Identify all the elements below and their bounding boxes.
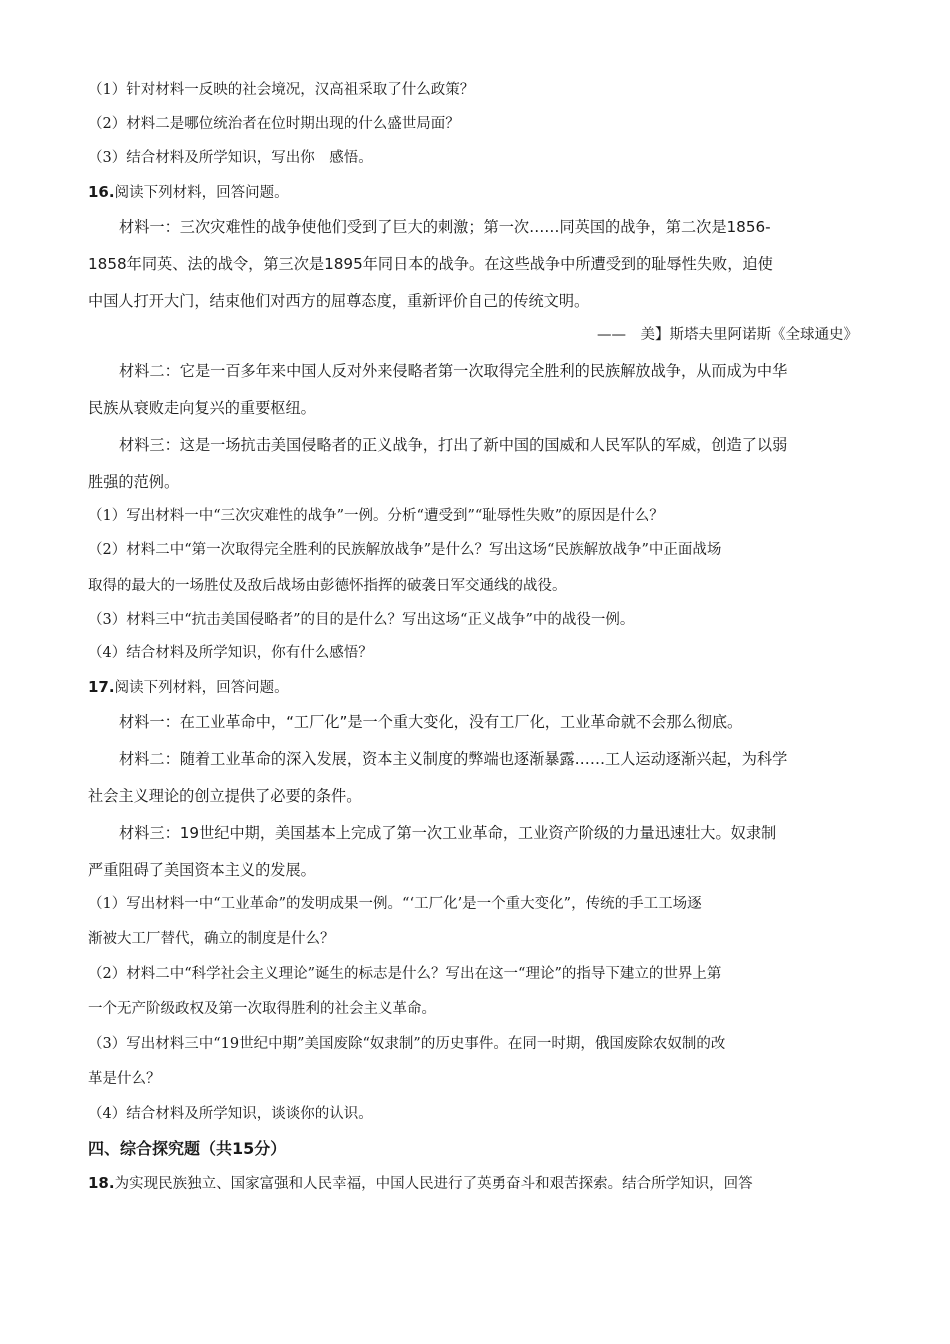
q16-stem: 阅读下列材料，回答问题。 [114,185,289,201]
q16-sub-2-line2: 取得的最大的一场胜仗及敌后战场由彭德怀指挥的破袭日军交通线的战役。 [88,578,567,594]
q17-m1-line1: 材料一：在工业革命中，“工厂化”是一个重大变化，没有工厂化，工业革命就不会那么彻底。 [119,713,743,731]
q16-sub-2-line1: （2）材料二中“第一次取得完全胜利的民族解放战争”是什么？写出这场“民族解放战争”中正面战场 [88,542,722,558]
q17-m2-line1: 材料二：随着工业革命的深入发展，资本主义制度的弊端也逐渐暴露……工人运动逐渐兴起，为科学 [119,750,788,768]
section-4-title: 四、综合探究题（共15分） [88,1139,287,1158]
q17-m2-line2: 社会主义理论的创立提供了必要的条件。 [88,787,362,805]
q17-sub-2-line2: 一个无产阶级政权及第一次取得胜利的社会主义革命。 [88,1001,436,1017]
q16-sub-1: （1）写出材料一中“三次灾难性的战争”一例。分析“遭受到”“耻辱性失败”的原因是什么？ [88,508,664,524]
q17-m3-line2: 严重阻碍了美国资本主义的发展。 [88,861,316,879]
q17-sub-2-line1: （2）材料二中“科学社会主义理论”诞生的标志是什么？写出在这一“理论”的指导下建立的世界上第 [88,966,722,982]
q16-m2-line2: 民族从衰败走向复兴的重要枢纽。 [88,399,316,417]
q17-sub-4: （4）结合材料及所学知识，谈谈你的认识。 [88,1106,373,1122]
q16-source: —— 美】斯塔夫里阿诺斯《全球通史》 [597,327,858,343]
q16-m2-line1: 材料二：它是一百多年来中国人反对外来侵略者第一次取得完全胜利的民族解放战争，从而成为中华 [119,362,788,380]
q18-number: 18. [88,1174,115,1192]
q18-stem: 为实现民族独立、国家富强和人民幸福，中国人民进行了英勇奋斗和艰苦探索。结合所学知识，回答 [114,1176,753,1192]
q17-sub-1-line2: 渐被大工厂替代，确立的制度是什么？ [88,931,335,947]
q16-sub-3: （3）材料三中“抗击美国侵略者”的目的是什么？写出这场“正义战争”中的战役一例。 [88,612,635,628]
q17-stem: 阅读下列材料，回答问题。 [114,680,289,696]
q16-m3-line1: 材料三：这是一场抗击美国侵略者的正义战争，打出了新中国的国威和人民军队的军威，创造了以弱 [119,436,788,454]
q16-number: 16. [88,183,115,201]
q18-header [88,1174,858,1193]
q17-m3-line1: 材料三：19世纪中期，美国基本上完成了第一次工业革命，工业资产阶级的力量迅速壮大。奴隶制 [119,824,777,842]
q15-sub-3: （3）结合材料及所学知识，写出你 感悟。 [88,150,373,166]
q17-sub-1-line1: （1）写出材料一中“工业革命”的发明成果一例。“‘工厂化’是一个重大变化”，传统的手工工场逐 [88,896,702,912]
q16-sub-4: （4）结合材料及所学知识，你有什么感悟？ [88,645,373,661]
q16-m1-line1: 材料一：三次灾难性的战争使他们受到了巨大的刺激；第一次……同英国的战争，第二次是1856- [119,218,771,236]
q16-m3-line2: 胜强的范例。 [88,473,180,491]
q16-m1-line2: 1858年同英、法的战令，第三次是1895年同日本的战争。在这些战争中所遭受到的耻辱性失败，迫使 [88,255,773,273]
q17-header [88,678,858,697]
q15-sub-2: （2）材料二是哪位统治者在位时期出现的什么盛世局面？ [88,116,460,132]
q16-header [88,183,858,202]
q15-sub-1: （1）针对材料一反映的社会境况，汉高祖采取了什么政策？ [88,82,475,98]
q16-m1-line3: 中国人打开大门，结束他们对西方的屈尊态度，重新评价自己的传统文明。 [88,292,590,310]
q17-sub-3-line2: 革是什么？ [88,1071,161,1087]
q17-number: 17. [88,678,115,696]
q17-sub-3-line1: （3）写出材料三中“19世纪中期”美国废除“奴隶制”的历史事件。在同一时期，俄国废除农奴制的改 [88,1036,726,1052]
